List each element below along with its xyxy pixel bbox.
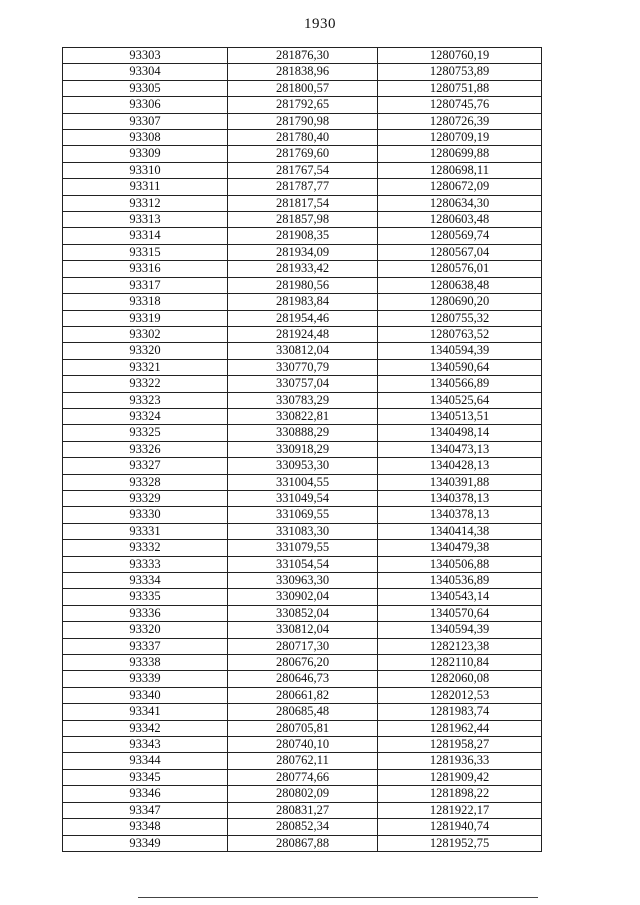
table-row bbox=[63, 540, 542, 556]
x-coordinate-cell: 281817,54 bbox=[228, 195, 378, 211]
point-number-cell: 93324 bbox=[63, 408, 228, 424]
y-coordinate-cell: 1340378,13 bbox=[378, 490, 542, 506]
x-coordinate-cell: 330852,04 bbox=[228, 605, 378, 621]
point-number-cell: 93327 bbox=[63, 458, 228, 474]
table-row bbox=[63, 753, 542, 769]
table-row bbox=[63, 769, 542, 785]
table-row bbox=[63, 359, 542, 375]
point-number-cell: 93342 bbox=[63, 720, 228, 736]
point-number-cell: 93312 bbox=[63, 195, 228, 211]
point-number-cell: 93321 bbox=[63, 359, 228, 375]
point-number-cell: 93303 bbox=[63, 48, 228, 64]
x-coordinate-cell: 280774,66 bbox=[228, 769, 378, 785]
x-coordinate-cell: 330783,29 bbox=[228, 392, 378, 408]
x-coordinate-cell: 330902,04 bbox=[228, 589, 378, 605]
point-number-cell: 93318 bbox=[63, 294, 228, 310]
x-coordinate-cell: 280852,34 bbox=[228, 819, 378, 835]
table-row bbox=[63, 835, 542, 851]
point-number-cell: 93309 bbox=[63, 146, 228, 162]
x-coordinate-cell: 330953,30 bbox=[228, 458, 378, 474]
y-coordinate-cell: 1280638,48 bbox=[378, 277, 542, 293]
point-number-cell: 93310 bbox=[63, 162, 228, 178]
point-number-cell: 93343 bbox=[63, 737, 228, 753]
page-number: 1930 bbox=[304, 16, 336, 32]
table-row bbox=[63, 146, 542, 162]
coordinates-table bbox=[62, 47, 542, 852]
x-coordinate-cell: 330822,81 bbox=[228, 408, 378, 424]
y-coordinate-cell: 1340378,13 bbox=[378, 507, 542, 523]
y-coordinate-cell: 1340594,39 bbox=[378, 622, 542, 638]
x-coordinate-cell: 331083,30 bbox=[228, 523, 378, 539]
table-row bbox=[63, 671, 542, 687]
y-coordinate-cell: 1280751,88 bbox=[378, 80, 542, 96]
y-coordinate-cell: 1340570,64 bbox=[378, 605, 542, 621]
point-number-cell: 93340 bbox=[63, 687, 228, 703]
y-coordinate-cell: 1280576,01 bbox=[378, 261, 542, 277]
table-row bbox=[63, 589, 542, 605]
x-coordinate-cell: 280762,11 bbox=[228, 753, 378, 769]
table-row bbox=[63, 622, 542, 638]
y-coordinate-cell: 1280603,48 bbox=[378, 212, 542, 228]
x-coordinate-cell: 280717,30 bbox=[228, 638, 378, 654]
table-row bbox=[63, 48, 542, 64]
x-coordinate-cell: 280661,82 bbox=[228, 687, 378, 703]
point-number-cell: 93331 bbox=[63, 523, 228, 539]
table-row bbox=[63, 113, 542, 129]
table-row bbox=[63, 179, 542, 195]
y-coordinate-cell: 1281983,74 bbox=[378, 704, 542, 720]
table-row bbox=[63, 720, 542, 736]
table-row bbox=[63, 786, 542, 802]
y-coordinate-cell: 1281922,17 bbox=[378, 802, 542, 818]
table-row bbox=[63, 130, 542, 146]
table-row bbox=[63, 655, 542, 671]
x-coordinate-cell: 281933,42 bbox=[228, 261, 378, 277]
y-coordinate-cell: 1340513,51 bbox=[378, 408, 542, 424]
y-coordinate-cell: 1340543,14 bbox=[378, 589, 542, 605]
y-coordinate-cell: 1340536,89 bbox=[378, 573, 542, 589]
x-coordinate-cell: 280867,88 bbox=[228, 835, 378, 851]
y-coordinate-cell: 1280672,09 bbox=[378, 179, 542, 195]
point-number-cell: 93330 bbox=[63, 507, 228, 523]
x-coordinate-cell: 330918,29 bbox=[228, 441, 378, 457]
point-number-cell: 93317 bbox=[63, 277, 228, 293]
x-coordinate-cell: 281908,35 bbox=[228, 228, 378, 244]
point-number-cell: 93316 bbox=[63, 261, 228, 277]
table-row bbox=[63, 638, 542, 654]
y-coordinate-cell: 1280709,19 bbox=[378, 130, 542, 146]
x-coordinate-cell: 281857,98 bbox=[228, 212, 378, 228]
x-coordinate-cell: 330812,04 bbox=[228, 622, 378, 638]
y-coordinate-cell: 1340391,88 bbox=[378, 474, 542, 490]
coordinates-table-container bbox=[62, 47, 541, 852]
y-coordinate-cell: 1280753,89 bbox=[378, 64, 542, 80]
x-coordinate-cell: 281780,40 bbox=[228, 130, 378, 146]
table-row bbox=[63, 277, 542, 293]
x-coordinate-cell: 330888,29 bbox=[228, 425, 378, 441]
table-row bbox=[63, 162, 542, 178]
table-row bbox=[63, 556, 542, 572]
point-number-cell: 93348 bbox=[63, 819, 228, 835]
point-number-cell: 93306 bbox=[63, 97, 228, 113]
y-coordinate-cell: 1282012,53 bbox=[378, 687, 542, 703]
x-coordinate-cell: 330963,30 bbox=[228, 573, 378, 589]
y-coordinate-cell: 1281952,75 bbox=[378, 835, 542, 851]
table-row bbox=[63, 425, 542, 441]
y-coordinate-cell: 1281940,74 bbox=[378, 819, 542, 835]
point-number-cell: 93337 bbox=[63, 638, 228, 654]
table-row bbox=[63, 343, 542, 359]
point-number-cell: 93325 bbox=[63, 425, 228, 441]
y-coordinate-cell: 1280690,20 bbox=[378, 294, 542, 310]
point-number-cell: 93326 bbox=[63, 441, 228, 457]
y-coordinate-cell: 1280726,39 bbox=[378, 113, 542, 129]
coordinates-table-body bbox=[63, 48, 542, 852]
point-number-cell: 93304 bbox=[63, 64, 228, 80]
table-row bbox=[63, 408, 542, 424]
x-coordinate-cell: 281769,60 bbox=[228, 146, 378, 162]
y-coordinate-cell: 1281962,44 bbox=[378, 720, 542, 736]
y-coordinate-cell: 1340594,39 bbox=[378, 343, 542, 359]
y-coordinate-cell: 1281898,22 bbox=[378, 786, 542, 802]
table-row bbox=[63, 228, 542, 244]
point-number-cell: 93345 bbox=[63, 769, 228, 785]
y-coordinate-cell: 1340525,64 bbox=[378, 392, 542, 408]
point-number-cell: 93335 bbox=[63, 589, 228, 605]
x-coordinate-cell: 330770,79 bbox=[228, 359, 378, 375]
y-coordinate-cell: 1282110,84 bbox=[378, 655, 542, 671]
point-number-cell: 93323 bbox=[63, 392, 228, 408]
x-coordinate-cell: 280705,81 bbox=[228, 720, 378, 736]
y-coordinate-cell: 1280634,30 bbox=[378, 195, 542, 211]
point-number-cell: 93315 bbox=[63, 244, 228, 260]
x-coordinate-cell: 281787,77 bbox=[228, 179, 378, 195]
point-number-cell: 93346 bbox=[63, 786, 228, 802]
y-coordinate-cell: 1282123,38 bbox=[378, 638, 542, 654]
point-number-cell: 93332 bbox=[63, 540, 228, 556]
point-number-cell: 93302 bbox=[63, 326, 228, 342]
y-coordinate-cell: 1280569,74 bbox=[378, 228, 542, 244]
table-row bbox=[63, 802, 542, 818]
table-row bbox=[63, 294, 542, 310]
y-coordinate-cell: 1280760,19 bbox=[378, 48, 542, 64]
y-coordinate-cell: 1280567,04 bbox=[378, 244, 542, 260]
table-row bbox=[63, 64, 542, 80]
point-number-cell: 93322 bbox=[63, 376, 228, 392]
x-coordinate-cell: 280831,27 bbox=[228, 802, 378, 818]
table-row bbox=[63, 474, 542, 490]
y-coordinate-cell: 1282060,08 bbox=[378, 671, 542, 687]
point-number-cell: 93311 bbox=[63, 179, 228, 195]
y-coordinate-cell: 1280699,88 bbox=[378, 146, 542, 162]
x-coordinate-cell: 281790,98 bbox=[228, 113, 378, 129]
x-coordinate-cell: 281924,48 bbox=[228, 326, 378, 342]
x-coordinate-cell: 281876,30 bbox=[228, 48, 378, 64]
bottom-rule bbox=[138, 897, 538, 898]
point-number-cell: 93329 bbox=[63, 490, 228, 506]
table-row bbox=[63, 244, 542, 260]
x-coordinate-cell: 281800,57 bbox=[228, 80, 378, 96]
table-row bbox=[63, 573, 542, 589]
point-number-cell: 93320 bbox=[63, 622, 228, 638]
table-row bbox=[63, 458, 542, 474]
x-coordinate-cell: 331049,54 bbox=[228, 490, 378, 506]
y-coordinate-cell: 1340414,38 bbox=[378, 523, 542, 539]
table-row bbox=[63, 687, 542, 703]
x-coordinate-cell: 280676,20 bbox=[228, 655, 378, 671]
table-row bbox=[63, 326, 542, 342]
y-coordinate-cell: 1281909,42 bbox=[378, 769, 542, 785]
point-number-cell: 93333 bbox=[63, 556, 228, 572]
table-row bbox=[63, 605, 542, 621]
x-coordinate-cell: 281838,96 bbox=[228, 64, 378, 80]
y-coordinate-cell: 1340473,13 bbox=[378, 441, 542, 457]
table-row bbox=[63, 737, 542, 753]
table-row bbox=[63, 392, 542, 408]
x-coordinate-cell: 280740,10 bbox=[228, 737, 378, 753]
point-number-cell: 93314 bbox=[63, 228, 228, 244]
point-number-cell: 93349 bbox=[63, 835, 228, 851]
point-number-cell: 93313 bbox=[63, 212, 228, 228]
x-coordinate-cell: 280646,73 bbox=[228, 671, 378, 687]
y-coordinate-cell: 1340590,64 bbox=[378, 359, 542, 375]
x-coordinate-cell: 281792,65 bbox=[228, 97, 378, 113]
y-coordinate-cell: 1340428,13 bbox=[378, 458, 542, 474]
y-coordinate-cell: 1340498,14 bbox=[378, 425, 542, 441]
x-coordinate-cell: 280802,09 bbox=[228, 786, 378, 802]
point-number-cell: 93338 bbox=[63, 655, 228, 671]
point-number-cell: 93308 bbox=[63, 130, 228, 146]
x-coordinate-cell: 281954,46 bbox=[228, 310, 378, 326]
table-row bbox=[63, 819, 542, 835]
point-number-cell: 93339 bbox=[63, 671, 228, 687]
table-row bbox=[63, 195, 542, 211]
y-coordinate-cell: 1281936,33 bbox=[378, 753, 542, 769]
x-coordinate-cell: 330812,04 bbox=[228, 343, 378, 359]
point-number-cell: 93344 bbox=[63, 753, 228, 769]
point-number-cell: 93328 bbox=[63, 474, 228, 490]
x-coordinate-cell: 280685,48 bbox=[228, 704, 378, 720]
y-coordinate-cell: 1281958,27 bbox=[378, 737, 542, 753]
y-coordinate-cell: 1280755,32 bbox=[378, 310, 542, 326]
point-number-cell: 93347 bbox=[63, 802, 228, 818]
table-row bbox=[63, 212, 542, 228]
x-coordinate-cell: 281767,54 bbox=[228, 162, 378, 178]
x-coordinate-cell: 281983,84 bbox=[228, 294, 378, 310]
x-coordinate-cell: 331069,55 bbox=[228, 507, 378, 523]
point-number-cell: 93319 bbox=[63, 310, 228, 326]
table-row bbox=[63, 376, 542, 392]
x-coordinate-cell: 330757,04 bbox=[228, 376, 378, 392]
table-row bbox=[63, 523, 542, 539]
x-coordinate-cell: 281980,56 bbox=[228, 277, 378, 293]
x-coordinate-cell: 331054,54 bbox=[228, 556, 378, 572]
point-number-cell: 93320 bbox=[63, 343, 228, 359]
x-coordinate-cell: 331004,55 bbox=[228, 474, 378, 490]
y-coordinate-cell: 1340566,89 bbox=[378, 376, 542, 392]
table-row bbox=[63, 507, 542, 523]
y-coordinate-cell: 1340506,88 bbox=[378, 556, 542, 572]
table-row bbox=[63, 261, 542, 277]
point-number-cell: 93305 bbox=[63, 80, 228, 96]
x-coordinate-cell: 331079,55 bbox=[228, 540, 378, 556]
table-row bbox=[63, 490, 542, 506]
point-number-cell: 93334 bbox=[63, 573, 228, 589]
point-number-cell: 93336 bbox=[63, 605, 228, 621]
y-coordinate-cell: 1280698,11 bbox=[378, 162, 542, 178]
point-number-cell: 93307 bbox=[63, 113, 228, 129]
point-number-cell: 93341 bbox=[63, 704, 228, 720]
y-coordinate-cell: 1280763,52 bbox=[378, 326, 542, 342]
x-coordinate-cell: 281934,09 bbox=[228, 244, 378, 260]
y-coordinate-cell: 1280745,76 bbox=[378, 97, 542, 113]
table-row bbox=[63, 704, 542, 720]
y-coordinate-cell: 1340479,38 bbox=[378, 540, 542, 556]
table-row bbox=[63, 97, 542, 113]
table-row bbox=[63, 310, 542, 326]
table-row bbox=[63, 80, 542, 96]
table-row bbox=[63, 441, 542, 457]
